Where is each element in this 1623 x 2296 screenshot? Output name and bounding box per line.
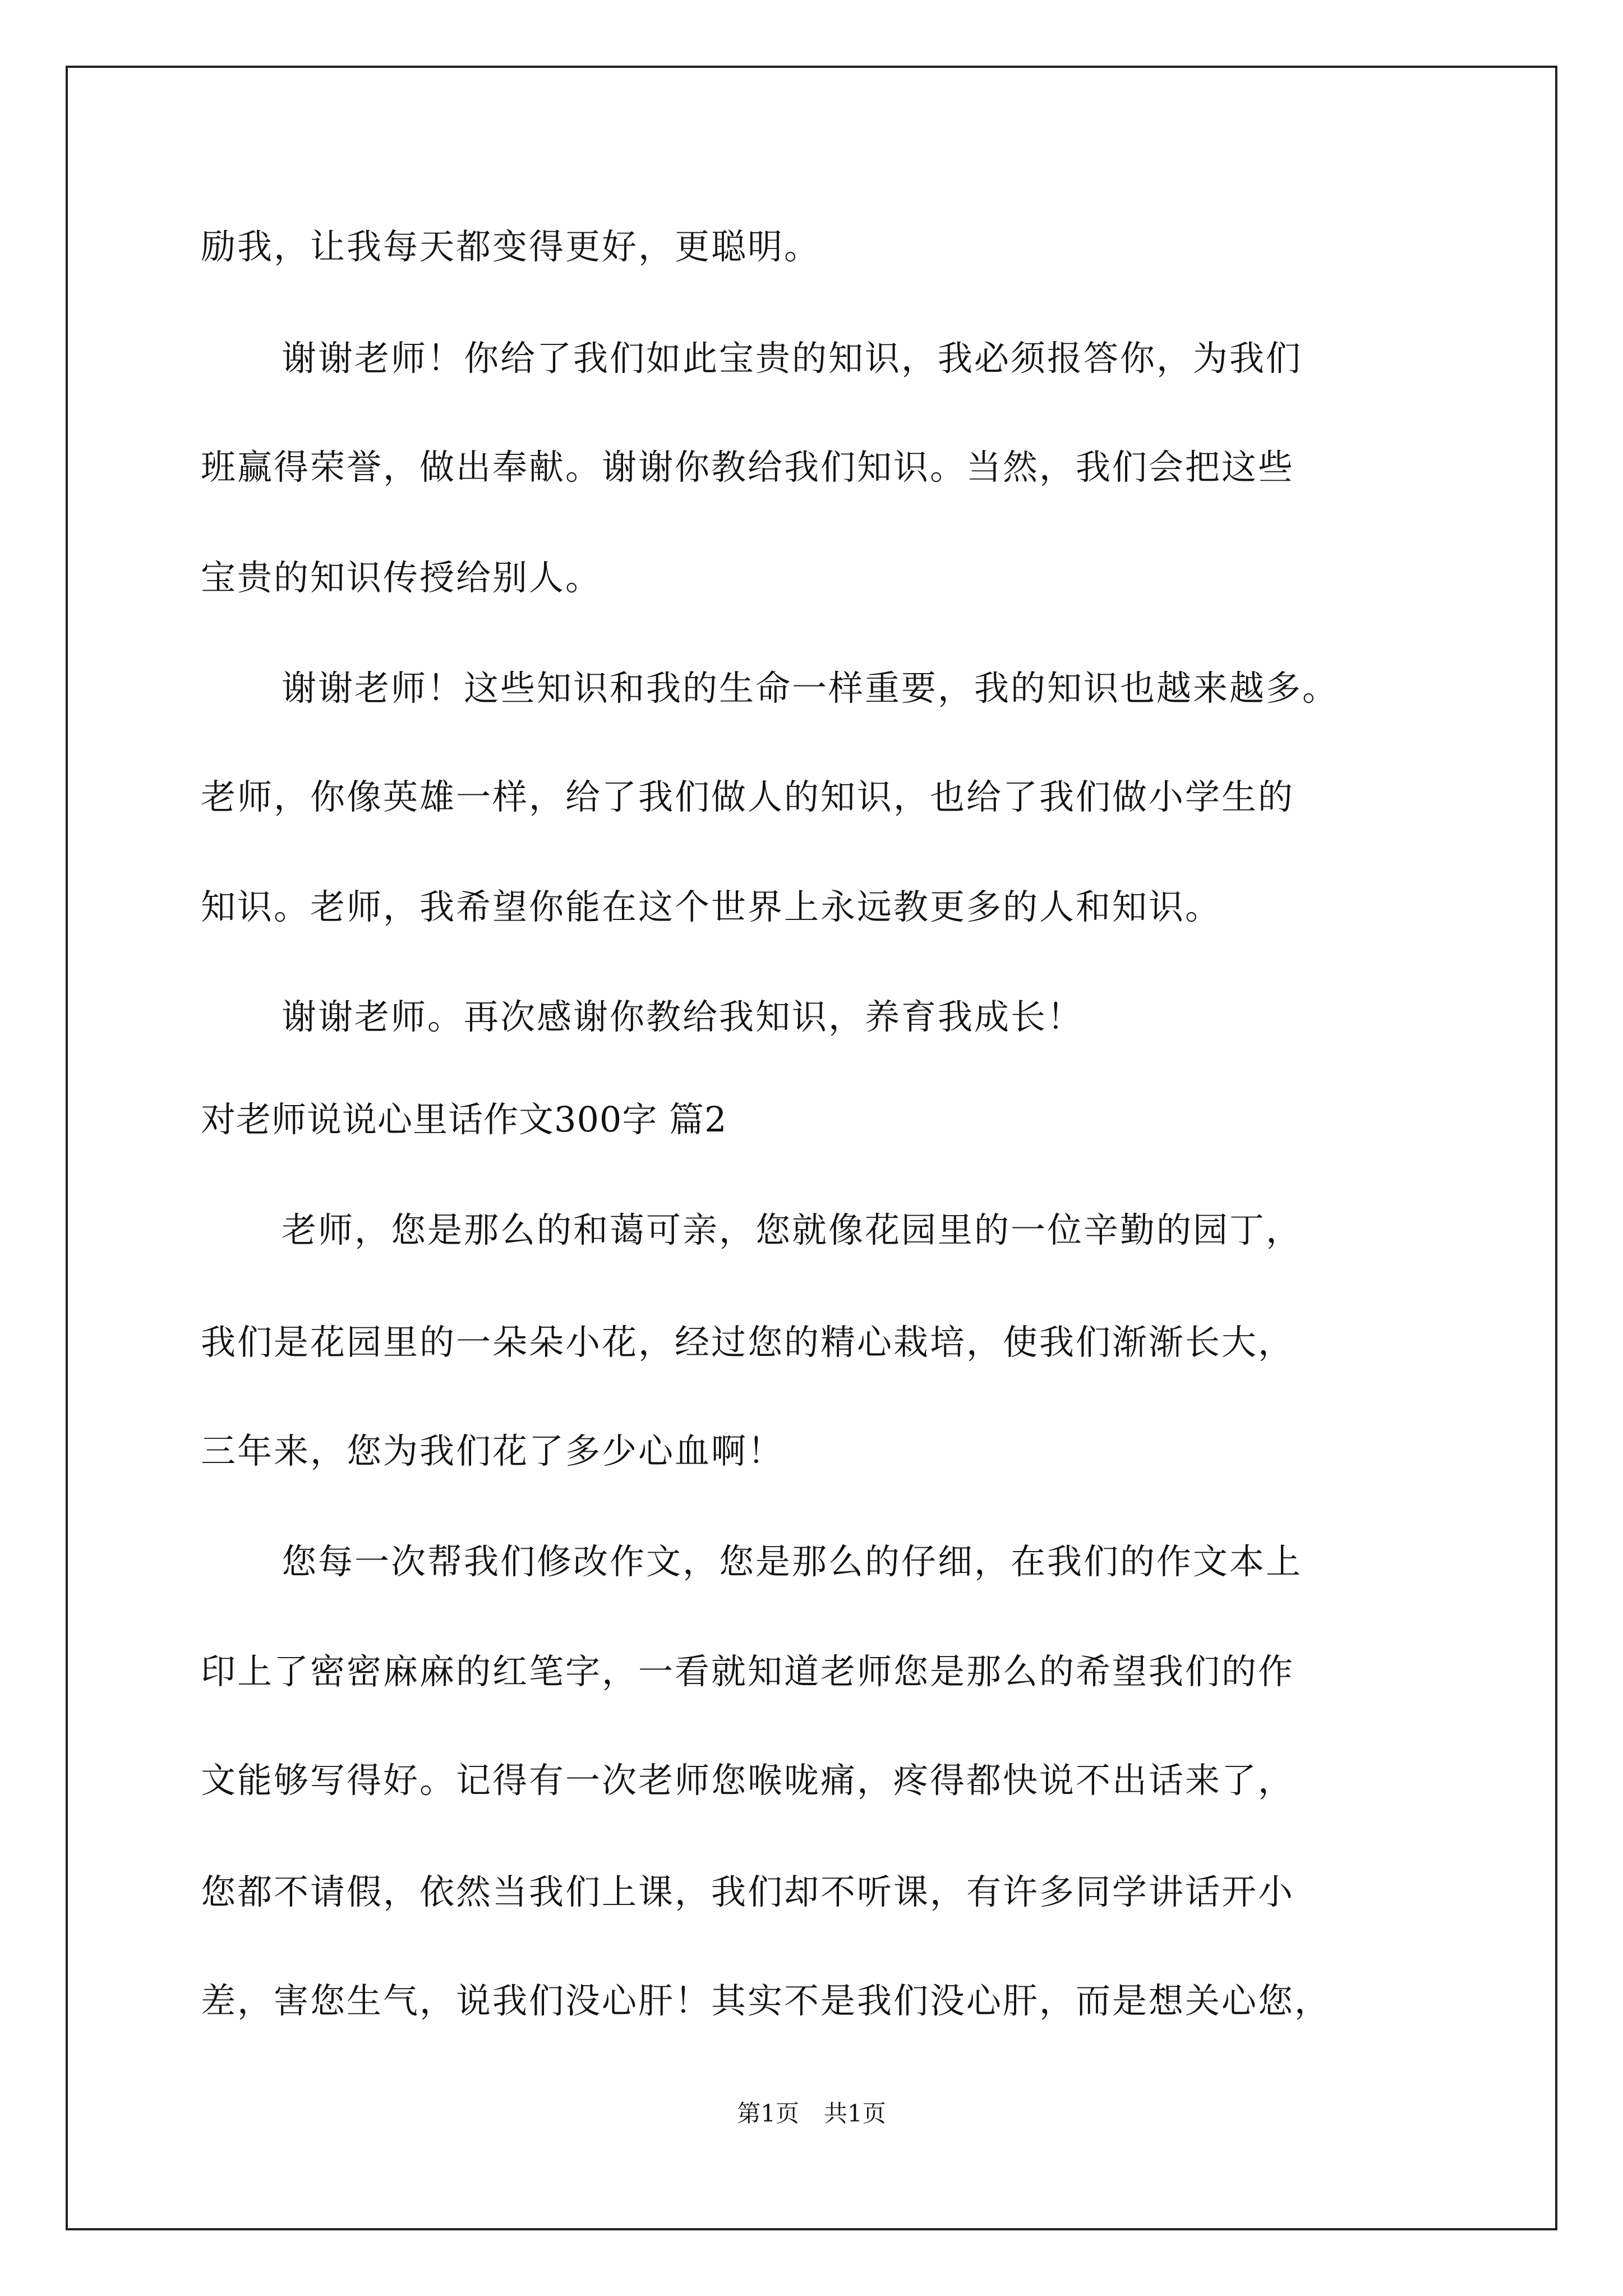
paragraph-line: 老师，您是那么的和蔼可亲，您就像花园里的一位辛勤的园丁， <box>282 1209 1303 1250</box>
paragraph-line: 谢谢老师！你给了我们如此宝贵的知识，我必须报答你，为我们 <box>282 338 1303 379</box>
paragraph-line: 宝贵的知识传授给别人。 <box>201 557 602 598</box>
paragraph-line: 印上了密密麻麻的红笔字，一看就知道老师您是那么的希望我们的作 <box>201 1651 1295 1692</box>
paragraph-line: 励我，让我每天都变得更好，更聪明。 <box>201 226 821 267</box>
paragraph-line: 知识。老师，我希望你能在这个世界上永远教更多的人和知识。 <box>201 886 1222 927</box>
paragraph-line: 您每一次帮我们修改作文，您是那么的仔细，在我们的作文本上 <box>282 1541 1303 1582</box>
paragraph-line: 谢谢老师！这些知识和我的生命一样重要，我的知识也越来越多。 <box>282 668 1339 708</box>
section-heading: 对老师说说心里话作文300字 篇2 <box>201 1099 727 1140</box>
paragraph-line: 文能够写得好。记得有一次老师您喉咙痛，疼得都快说不出话来了， <box>201 1760 1295 1801</box>
paragraph-line: 三年来，您为我们花了多少心血啊！ <box>201 1430 785 1471</box>
paragraph-line: 我们是花园里的一朵朵小花，经过您的精心栽培，使我们渐渐长大， <box>201 1322 1295 1363</box>
paragraph-line: 班赢得荣誉，做出奉献。谢谢你教给我们知识。当然，我们会把这些 <box>201 447 1295 487</box>
paragraph-line: 谢谢老师。再次感谢你教给我知识，养育我成长！ <box>282 996 1084 1037</box>
paragraph-line: 老师，你像英雄一样，给了我们做人的知识，也给了我们做小学生的 <box>201 776 1295 817</box>
page-number: 第1页 <box>737 2100 799 2127</box>
page-total: 共1页 <box>824 2100 886 2127</box>
paragraph-line: 差，害您生气，说我们没心肝！其实不是我们没心肝，而是想关心您， <box>201 1980 1331 2021</box>
page-footer <box>0 2097 1623 2131</box>
paragraph-line: 您都不请假，依然当我们上课，我们却不听课，有许多同学讲话开小 <box>201 1871 1295 1912</box>
